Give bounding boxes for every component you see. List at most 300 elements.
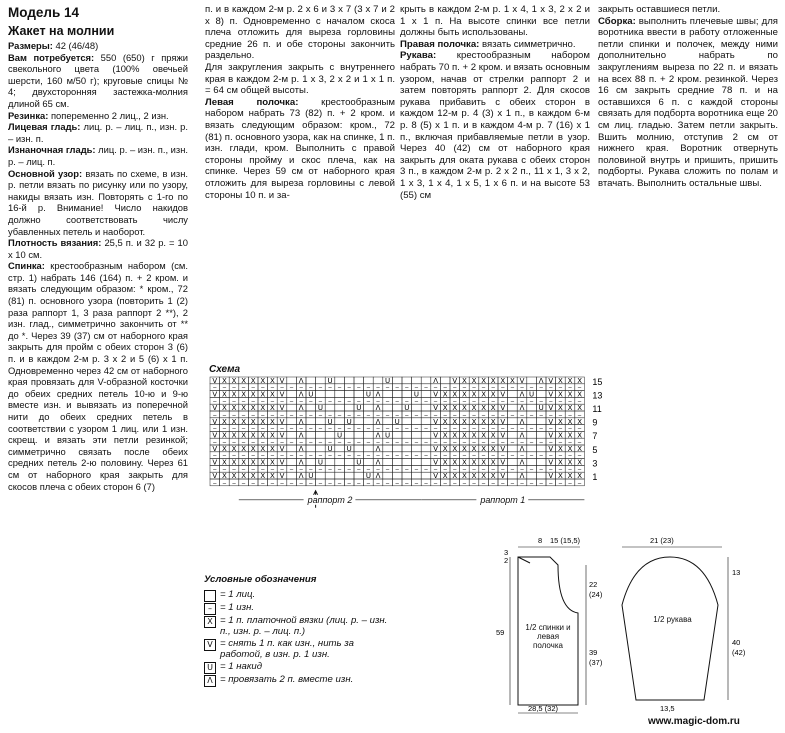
chart-symbol: X [558, 445, 563, 453]
chart-dash: – [424, 480, 428, 487]
chart-dash: – [539, 467, 543, 474]
chart-dash: – [357, 480, 361, 487]
chart-symbol: Λ [375, 431, 381, 440]
chart-dash: – [261, 385, 265, 392]
chart-dash: – [232, 412, 236, 419]
chart-cell [440, 377, 450, 384]
row-number: 5 [592, 444, 598, 455]
chart-symbol: X [260, 404, 266, 413]
chart-symbol: X [567, 445, 573, 453]
chart-symbol: X [270, 417, 275, 426]
chart-dash: – [549, 467, 553, 474]
chart-cell [354, 418, 364, 425]
chart-dash: – [318, 467, 323, 474]
chart-symbol: X [481, 472, 486, 481]
chart-dash: – [385, 480, 390, 487]
chart-dash: – [337, 426, 342, 433]
chart-dash: – [318, 385, 323, 392]
chart-symbol: Λ [298, 417, 304, 426]
chart-dash: – [491, 467, 495, 474]
chart-symbol: V [212, 404, 218, 413]
chart-symbol: X [260, 458, 266, 467]
chart-cell [392, 472, 402, 479]
chart-dash: – [328, 399, 332, 406]
chart-symbol: X [558, 417, 563, 426]
chart-dash: – [309, 453, 313, 460]
chart-symbol: V [548, 472, 554, 481]
chart-dash: – [453, 467, 457, 474]
chart-cell [316, 431, 326, 438]
chart-symbol: Λ [298, 390, 304, 399]
paragraph [8, 260, 188, 492]
chart-dash: – [328, 412, 332, 419]
chart-dash: – [520, 440, 524, 446]
chart-dash: – [232, 467, 236, 474]
chart-symbol: X [241, 377, 246, 385]
paragraph-heading: Резинка: [8, 109, 49, 121]
chart-dash: – [251, 467, 255, 474]
chart-symbol: X [241, 472, 246, 481]
chart-dash: – [270, 467, 275, 474]
chart-symbol: X [231, 472, 237, 481]
chart-symbol: X [567, 431, 573, 440]
legend [204, 574, 394, 687]
chart-cell [412, 445, 422, 452]
chart-dash: – [491, 385, 495, 392]
paragraph-heading: Лицевая гладь: [8, 121, 81, 133]
chart-dash: – [481, 467, 486, 474]
chart-dash: – [347, 467, 351, 474]
chart-dash: – [491, 480, 495, 487]
chart-dash: – [510, 385, 515, 392]
chart-symbol: X [442, 417, 448, 426]
chart-cell [354, 445, 364, 452]
chart-symbol: V [548, 458, 554, 467]
chart-dash: – [251, 480, 255, 487]
chart-symbol: Λ [298, 445, 304, 453]
chart-dash: – [261, 426, 265, 433]
chart-symbol: X [231, 431, 237, 440]
chart-cell [325, 472, 335, 479]
chart-symbol: X [462, 417, 467, 426]
chart-dash: – [443, 440, 447, 446]
chart-symbol: X [567, 417, 573, 426]
chart-dash: – [261, 399, 265, 406]
chart-symbol: V [212, 458, 218, 467]
chart-symbol: U [308, 472, 314, 481]
chart-symbol: Λ [519, 458, 525, 467]
chart-dash: – [539, 440, 543, 446]
chart-dash: – [405, 467, 409, 474]
chart-dash: – [241, 480, 246, 487]
chart-dash: – [558, 440, 563, 446]
chart-dash: – [328, 440, 332, 446]
chart-symbol: U [327, 377, 333, 385]
chart-dash: – [462, 399, 467, 406]
chart-dash: – [309, 412, 313, 419]
chart-dash: – [433, 480, 438, 487]
chart-cell [392, 431, 402, 438]
garment-schemas [470, 535, 770, 715]
paragraph-text: крестообразным набором набрать 73 (82) п. + 2 кром. и вязать следующим образом: кром., 72 (81) п. основного узора, как на спинке, 1 п. изн. глади, кром. Выполнить с правой стороны пройму и скос плеча, как на спинке. Через 59 см от наборного края отложить для выреза горловины с левой стороны 10 п. и за- [205, 96, 395, 201]
chart-symbol: Λ [519, 445, 525, 453]
chart-dash: – [213, 467, 217, 474]
paragraph-text: выполнить плечевые швы; для воротника ввести в работу отложенные петли спинки и полочек, между ними дополнительно набрать по закруглениям выреза по 22 п. и вязать на всех 88 п. + 2 кром. резинкой. Через 16 см закрыть средние 78 п. и на оставшихся 6 п. с каждой стороны связать для подборта воротника еще 20 см лиц. гладью. Затем петли закрыть. Вшить молнию, отступив 2 см от нижнего края. Воротник отвернуть половиной внутрь и пришить, пришить подборты. Рукава сложить по полам и втачать. Выполнить остальные швы. [598, 15, 778, 189]
chart-dash: – [577, 467, 582, 474]
body-dim-22: 22 [589, 580, 598, 589]
chart-symbol: X [558, 431, 563, 440]
chart-dash: – [462, 440, 467, 446]
chart-grid [210, 377, 584, 487]
chart-dash: – [529, 453, 534, 460]
chart-dash: – [472, 412, 476, 419]
chart-symbol: V [279, 404, 285, 413]
chart-dash: – [376, 440, 380, 446]
chart-dash: – [385, 440, 390, 446]
chart-dash: – [347, 480, 351, 487]
chart-dash: – [309, 467, 313, 474]
paragraph-text: крестообразным набором (см. стр. 1) набрать 146 (164) п. + 2 кром. и вязать следующим образом: * кром., 72 (81) п. основного узора (повторить 1 (2) раза раппорт 1, 3 раза раппорт 2 **), 2 изн. глад., симметрично закончить от ** до *. Через 39 (37) см от наборного края закрыть для пройм с обеих сторон 3 (6) п. и в каждом 2-м р. 3 х 2 и 5 (6) х 1 п. Одновременно через 42 см от наборного края провязать для V-образной косточки до обеих средних петель 10-ю и 9-ю вместе изн. и вывязать из поперечной нити до обеих средних петель в соответствии с узором 1 лиц. или 1 изн. скрещ. и вязать эти петли резинкой; симметрично связать после обеих средних петель 2-ю половину. Через 61 см от наборного края закрыть для скосов плеча с обеих сторон 6 (7) [8, 260, 188, 492]
chart-dash: – [347, 426, 351, 433]
chart-cell [402, 445, 412, 452]
chart-symbol: Λ [298, 458, 304, 467]
chart-dash: – [376, 426, 380, 433]
chart-dash: – [520, 467, 524, 474]
chart-symbol: X [270, 458, 275, 467]
chart-dash: – [318, 480, 323, 487]
chart-dash: – [280, 440, 284, 446]
body-dim-24: (24) [589, 590, 603, 599]
chart-symbol: U [317, 404, 323, 413]
chart-cell [536, 391, 546, 398]
legend-text: = 1 изн. [220, 601, 255, 613]
chart-dash: – [577, 399, 582, 406]
paragraph-heading: Спинка: [8, 260, 45, 272]
row-number: 13 [592, 390, 603, 401]
chart-dash: – [299, 440, 303, 446]
body-dim-shoulder-3: 3 [504, 548, 509, 557]
chart-symbol: Λ [298, 472, 304, 481]
column-1-body [8, 40, 188, 492]
rapport-2-label: раппорт 2 [307, 494, 353, 505]
sleeve-dim-13: 13 [732, 568, 741, 577]
chart-symbol: X [241, 458, 246, 467]
chart-dash: – [462, 426, 467, 433]
chart-symbol: U [385, 377, 391, 385]
chart-cell [316, 391, 326, 398]
chart-dash: – [549, 453, 553, 460]
chart-symbol: X [260, 417, 266, 426]
chart-dash: – [251, 412, 255, 419]
chart-dash: – [443, 467, 447, 474]
chart-cell [344, 391, 354, 398]
chart-dash: – [366, 440, 371, 446]
paragraph [400, 50, 590, 201]
chart-dash: – [481, 412, 486, 419]
chart-symbol: X [471, 417, 477, 426]
chart-dash: – [405, 426, 409, 433]
chart-cell [364, 418, 374, 425]
chart-dash: – [539, 426, 543, 433]
chart-dash: – [318, 412, 323, 419]
sleeve-dim-bottom: 13,5 [660, 704, 675, 713]
chart-dash: – [529, 480, 534, 487]
paragraph [8, 52, 188, 110]
chart-symbol: V [433, 417, 438, 426]
chart-dash: – [357, 440, 361, 446]
chart-dash: – [299, 426, 303, 433]
chart-cell [306, 459, 316, 466]
chart-symbol: X [270, 404, 275, 413]
chart-symbol: X [250, 377, 256, 385]
legend-items [204, 589, 394, 687]
body-dim-59: 59 [496, 628, 505, 637]
chart-cell [344, 404, 354, 411]
chart-dash: – [213, 453, 217, 460]
chart-dash: – [309, 440, 313, 446]
chart-cell [364, 404, 374, 411]
chart-dash: – [433, 385, 438, 392]
chart-dash: – [222, 440, 227, 446]
body-piece-label: 1/2 спинки и левая полочка [525, 623, 571, 650]
chart-dash: – [577, 453, 582, 460]
chart-symbol: V [279, 390, 285, 399]
chart-dash: – [213, 440, 217, 446]
chart-cell [364, 445, 374, 452]
chart-dash: – [347, 453, 351, 460]
legend-item [204, 589, 394, 602]
chart-dash: – [299, 412, 303, 419]
chart-cell [287, 377, 297, 384]
chart-dash: – [577, 412, 582, 419]
paragraph [205, 4, 395, 62]
chart-dash: – [357, 426, 361, 433]
chart-symbol: V [433, 390, 438, 399]
chart-symbol: V [212, 377, 218, 385]
chart-cell [287, 418, 297, 425]
chart-dash: – [241, 440, 246, 446]
paragraph [8, 110, 188, 122]
chart-dash: – [414, 399, 419, 406]
chart-dash: – [385, 412, 390, 419]
chart-dash: – [443, 453, 447, 460]
chart-dash: – [261, 480, 265, 487]
chart-dash: – [289, 426, 294, 433]
chart-dash: – [270, 426, 275, 433]
chart-symbol: X [222, 417, 227, 426]
chart-symbol: X [481, 404, 486, 413]
chart-dash: – [241, 453, 246, 460]
paragraph-text: вязать симметрично. [479, 38, 576, 50]
chart-dash: – [261, 467, 265, 474]
chart-dash: – [491, 399, 495, 406]
chart-dash: – [443, 480, 447, 487]
chart-dash: – [520, 399, 524, 406]
chart-symbol: X [500, 377, 506, 385]
chart-symbol: X [490, 377, 496, 385]
chart-symbol: X [577, 445, 582, 453]
chart-symbol: X [462, 390, 467, 399]
chart-symbol: X [260, 390, 266, 399]
chart-cell [508, 418, 518, 425]
chart-dash: – [366, 399, 371, 406]
chart-symbol: U [327, 417, 333, 426]
chart-cell [421, 459, 431, 466]
chart-symbol: V [279, 417, 285, 426]
chart-dash: – [414, 412, 419, 419]
chart-cell [306, 445, 316, 452]
chart-symbol: Λ [375, 390, 381, 399]
row-number: 9 [592, 417, 598, 428]
text-column-2 [205, 4, 395, 201]
chart-dash: – [241, 412, 246, 419]
chart-dash: – [251, 385, 255, 392]
chart-cell [354, 431, 364, 438]
chart-dash: – [309, 426, 313, 433]
chart-cell [527, 418, 537, 425]
chart-dash: – [481, 453, 486, 460]
chart-symbol: X [452, 445, 458, 453]
chart-symbol: X [452, 417, 458, 426]
chart-symbol: X [558, 404, 563, 413]
chart-symbol: X [471, 404, 477, 413]
chart-symbol: X [462, 472, 467, 481]
chart-symbol: U [356, 458, 362, 467]
paragraph [598, 16, 778, 190]
chart-dash: – [318, 426, 323, 433]
chart-symbol: X [490, 404, 496, 413]
chart-dash: – [472, 385, 476, 392]
chart-symbol: X [250, 404, 256, 413]
chart-dash: – [501, 453, 505, 460]
paragraph-text: крестообразным набором набрать 70 п. + 2 кром. и вязать основным узором, начав от стрелки раппорт 2 и затем повторять раппорт 2. Для скосов рукава прибавить с обеих сторон в каждом 12-м р. 4 (3) х 1 п., в каждом 6-м р. 8 (5) х 1 п. и в каждом 4-м р. 7 (16) х 1 п., включая прибавляемые петли в узор. Через 40 (42) см от наборного края закрыть для оката рукава с обеих сторон 3 п., в каждом 2-м р. 2 х 2 п., 11 х 1, 3 х 2, 1 х 3, 1 х 4, 1 х 5, 1 х 6 п. и на высоте 53 (55) см [400, 50, 591, 201]
chart-dash: – [472, 399, 476, 406]
chart-dash: – [232, 426, 236, 433]
chart-symbol: X [567, 404, 573, 413]
chart-symbol: X [577, 472, 582, 481]
sleeve-dim-40: 40 [732, 638, 741, 647]
chart-cell [421, 445, 431, 452]
chart-dash: – [453, 412, 457, 419]
chart-dash: – [433, 399, 438, 406]
chart-symbol: X [481, 417, 486, 426]
chart-cell [402, 472, 412, 479]
chart-dash: – [280, 426, 284, 433]
chart-symbol: X [241, 404, 246, 413]
chart-symbol: Λ [519, 404, 525, 413]
chart-symbol: X [452, 404, 458, 413]
chart-dash: – [395, 480, 399, 487]
chart-dash: – [424, 399, 428, 406]
chart-symbol: Λ [538, 377, 544, 385]
chart-cell [402, 459, 412, 466]
chart-cell [287, 459, 297, 466]
chart-dash: – [366, 412, 371, 419]
chart-symbol: X [490, 472, 496, 481]
chart-dash: – [481, 399, 486, 406]
chart-symbol: U [413, 390, 419, 399]
chart-symbol: X [567, 390, 573, 399]
chart-cell [335, 459, 345, 466]
paragraph-text: 550 (650) г пряжи свекольного цвета (100% овечьей шерсти, 160 м/50 г); круговые спицы № 4; двухсторонняя застежка-молния длиной 65 см. [8, 51, 188, 109]
chart-symbol: X [462, 458, 467, 467]
legend-text: = 1 п. платочной вязки (лиц. р. – изн. п., изн. р. – лиц. п.) [220, 614, 388, 638]
chart-dash: – [270, 399, 275, 406]
body-dim-bottom: 28,5 (32) [528, 704, 559, 713]
chart-dash: – [491, 426, 495, 433]
chart-dash: – [510, 480, 515, 487]
chart-dash: – [424, 385, 428, 392]
chart-cell [383, 391, 393, 398]
chart-dash: – [261, 440, 265, 446]
chart-dash: – [491, 440, 495, 446]
chart-cell [344, 377, 354, 384]
chart-symbol: X [250, 431, 256, 440]
chart-dash: – [568, 426, 572, 433]
chart-dash: – [337, 440, 342, 446]
chart-cell [316, 472, 326, 479]
chart-symbol: X [442, 431, 448, 440]
chart-dash: – [299, 399, 303, 406]
chart-cell [421, 377, 431, 384]
chart-symbol: X [270, 445, 275, 453]
chart-cell [306, 431, 316, 438]
chart-dash: – [347, 412, 351, 419]
chart-dash: – [213, 426, 217, 433]
chart-cell [344, 472, 354, 479]
chart-symbol: X [442, 390, 448, 399]
chart-dash: – [433, 453, 438, 460]
row-number: 15 [592, 376, 603, 387]
chart-dash: – [347, 440, 351, 446]
chart-cell [364, 459, 374, 466]
chart-dash: – [443, 399, 447, 406]
chart-cell [508, 431, 518, 438]
chart-symbol: U [529, 390, 535, 399]
chart-dash: – [510, 399, 515, 406]
chart-dash: – [357, 385, 361, 392]
chart-dash: – [491, 412, 495, 419]
chart-symbol: V [433, 404, 438, 413]
paragraph-text: лиц. р. – лиц. п., изн. р. – изн. п. [8, 121, 188, 144]
chart-dash: – [270, 412, 275, 419]
chart-symbol: V [279, 377, 285, 385]
text-column-1 [8, 5, 188, 492]
chart-symbol: X [567, 458, 573, 467]
chart-symbol: U [356, 404, 362, 413]
body-dim-top-8: 8 [538, 536, 543, 545]
chart-dash: – [568, 385, 572, 392]
row-number: 3 [592, 458, 598, 469]
chart-cell [344, 459, 354, 466]
chart-symbol: V [548, 431, 554, 440]
chart-symbol: X [270, 472, 275, 481]
chart-dash: – [385, 467, 390, 474]
paragraph [205, 97, 395, 201]
chart-cell [421, 391, 431, 398]
chart-cell [335, 472, 345, 479]
paragraph-text: вязать по схеме, в изн. р. петли вязать по рисунку или по узору, накиды вязать изн. Повторять с 1-го по 16-й р. Внимание! Число накидов должно соответствовать числу убавленных петель и наоборот. [8, 167, 188, 237]
chart-dash: – [299, 467, 303, 474]
chart-dash: – [568, 440, 572, 446]
chart-dash: – [376, 385, 380, 392]
chart-dash: – [280, 385, 284, 392]
chart-dash: – [337, 480, 342, 487]
paragraph-heading: Изнаночная гладь: [8, 144, 96, 156]
chart-dash: – [376, 399, 380, 406]
chart-cell [335, 377, 345, 384]
paragraph-heading: Правая полочка: [400, 38, 480, 50]
